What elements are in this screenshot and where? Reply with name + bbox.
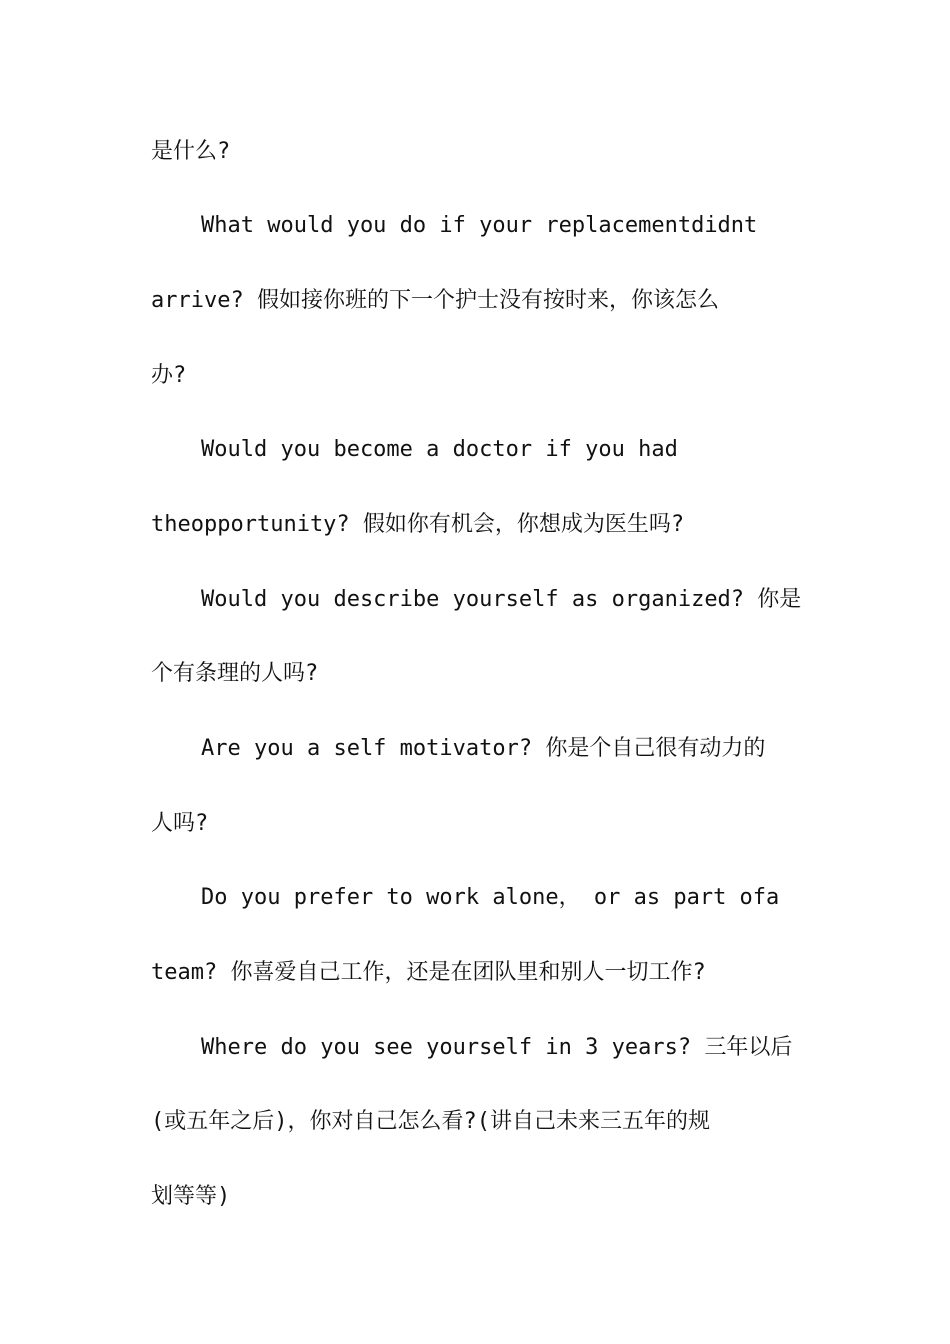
text-line: 办? bbox=[151, 363, 187, 388]
text-line: Would you become a doctor if you had bbox=[201, 437, 678, 462]
text-line: 人吗? bbox=[151, 811, 209, 836]
text-line: Would you describe yourself as organized? 你是 bbox=[201, 587, 802, 612]
text-line: (或五年之后)，你对自己怎么看?(讲自己未来三五年的规 bbox=[151, 1109, 710, 1134]
text-line: arrive? 假如接你班的下一个护士没有按时来，你该怎么 bbox=[151, 288, 719, 313]
text-line: team? 你喜爱自己工作，还是在团队里和别人一切工作? bbox=[151, 960, 706, 985]
text-line: Where do you see yourself in 3 years? 三年以后 bbox=[201, 1035, 793, 1060]
text-line: What would you do if your replacementdidnt bbox=[201, 213, 758, 238]
text-line: 个有条理的人吗? bbox=[151, 661, 319, 686]
text-line: 划等等) bbox=[151, 1184, 231, 1209]
text-line: Do you prefer to work alone， or as part ofa bbox=[201, 885, 780, 910]
text-line: theopportunity? 假如你有机会，你想成为医生吗? bbox=[151, 512, 685, 537]
text-line: 是什么? bbox=[151, 139, 231, 164]
text-line: Are you a self motivator? 你是个自己很有动力的 bbox=[201, 736, 766, 761]
